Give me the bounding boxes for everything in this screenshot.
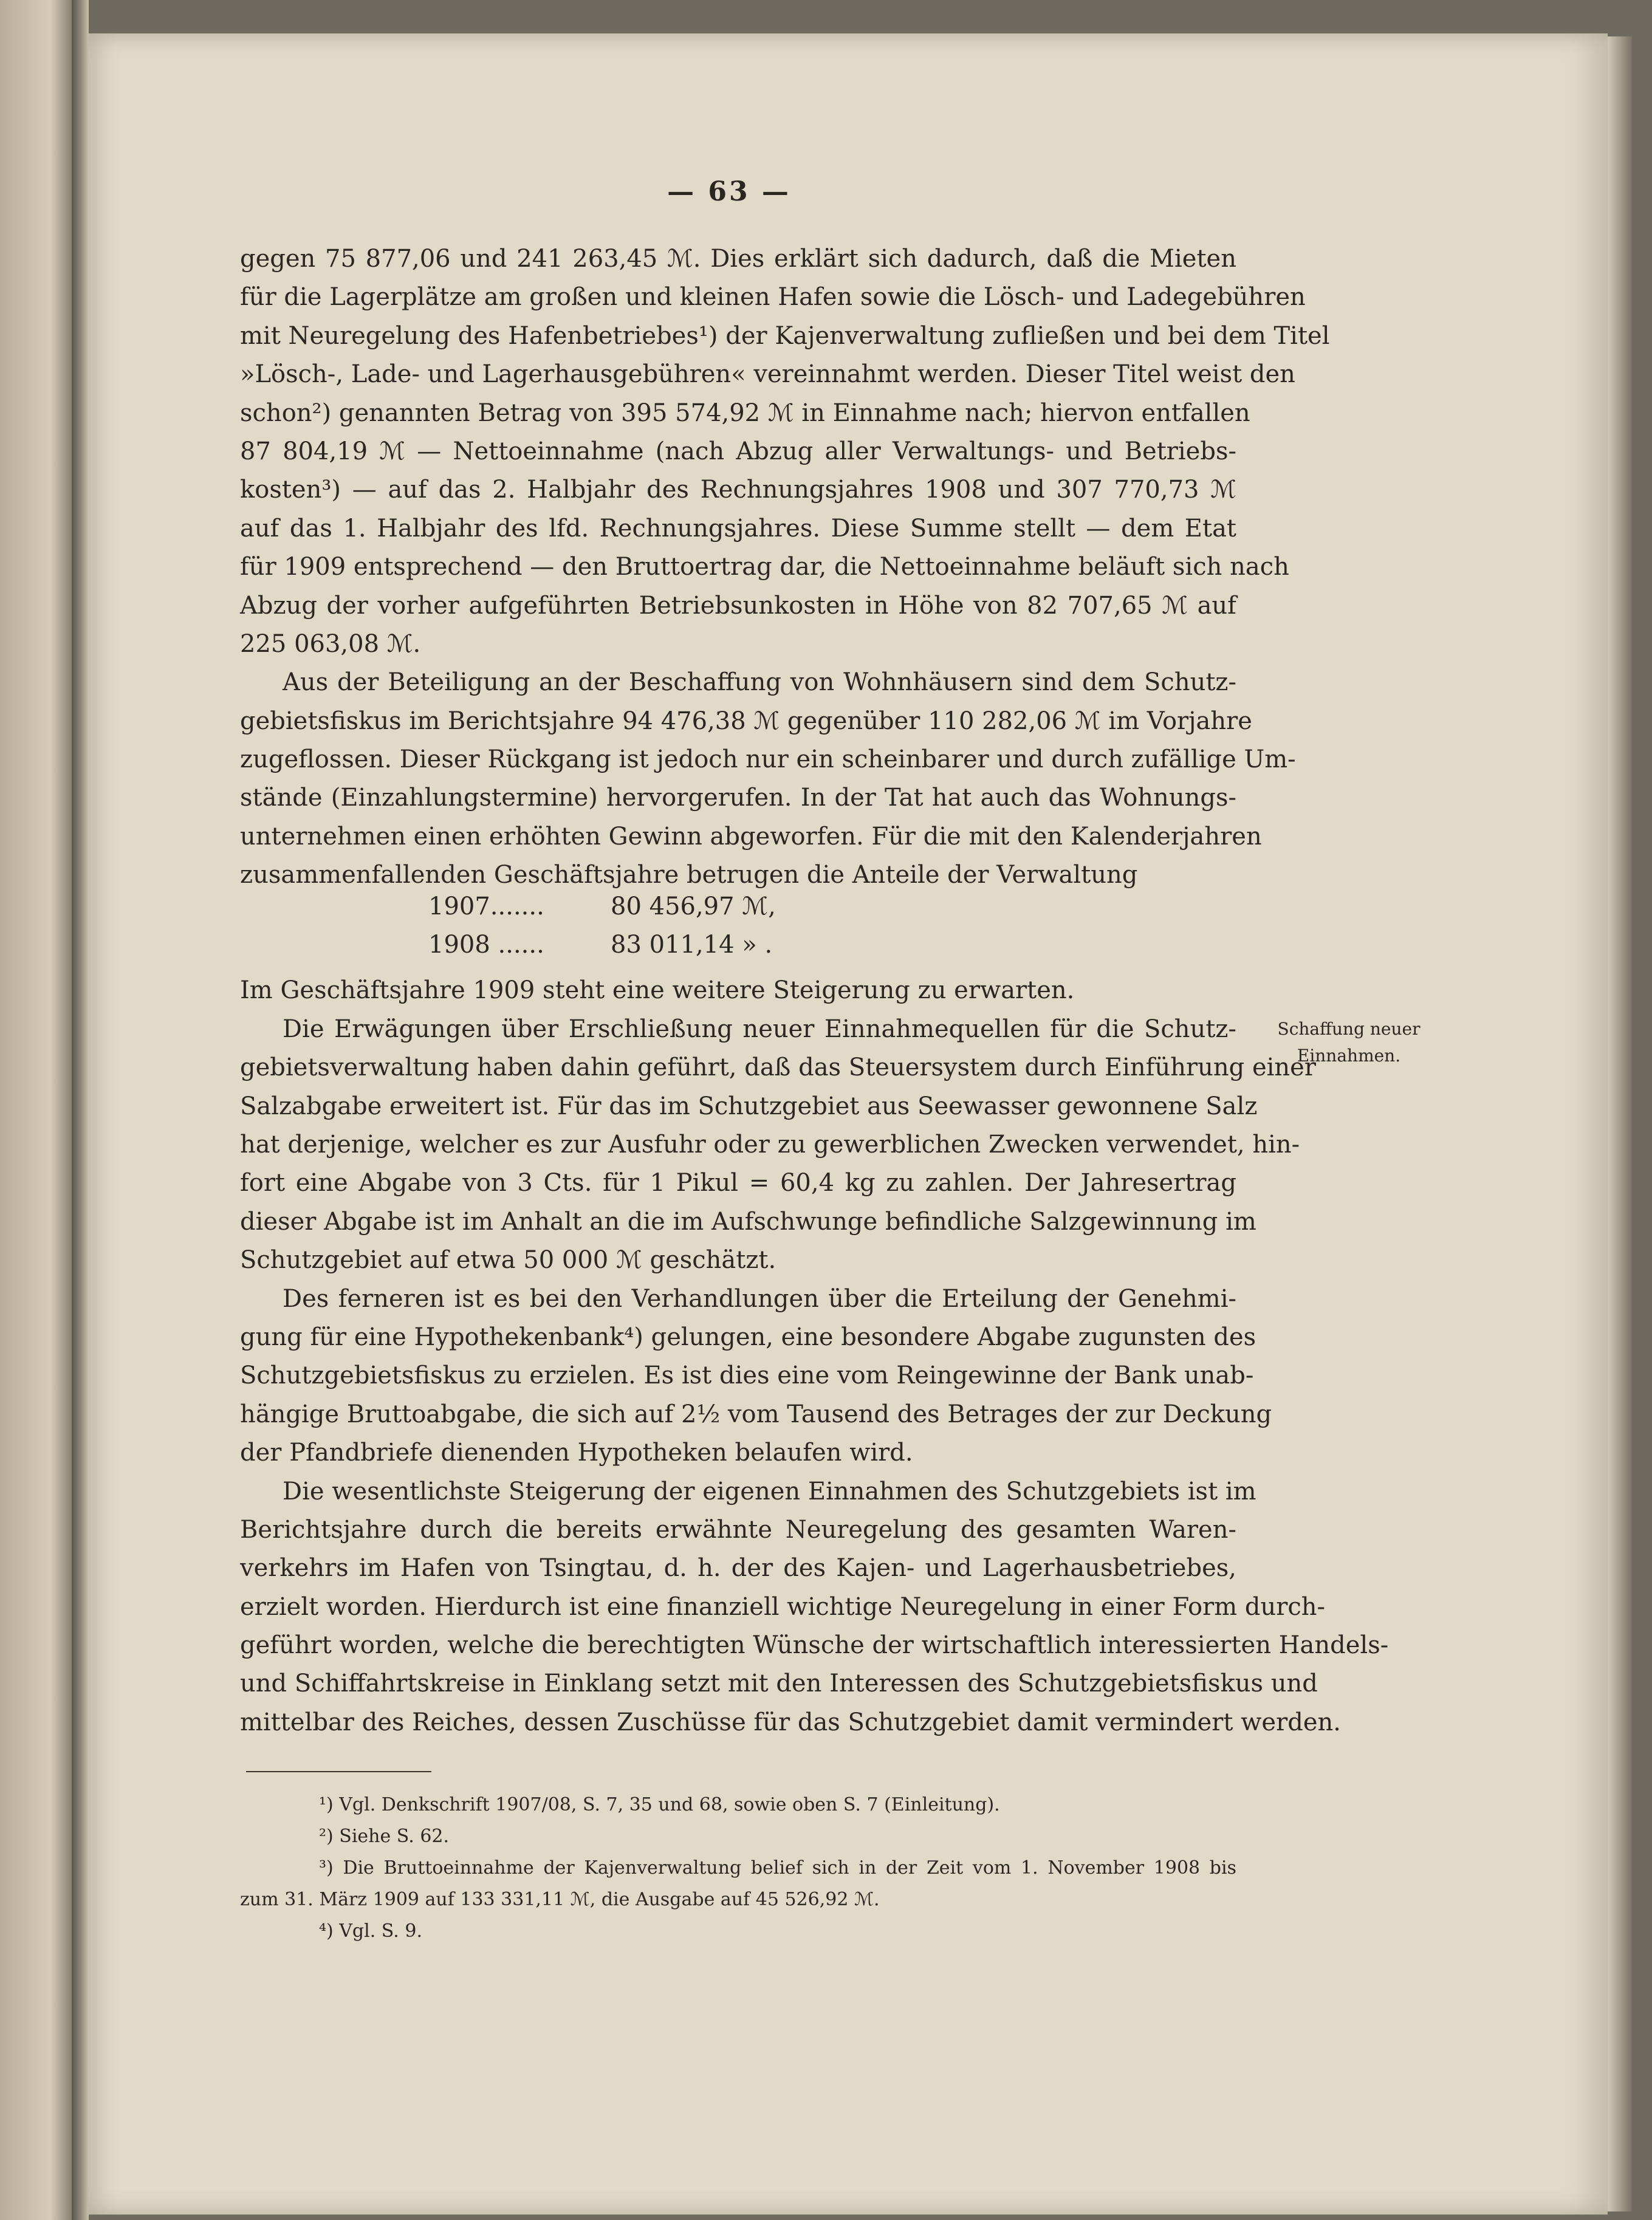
text-line: kosten³) — auf das 2. Halbjahr des Rechnungsjahres 1908 und 307 770,73 ℳ: [240, 476, 1236, 504]
text-line: fort eine Abgabe von 3 Cts. für 1 Pikul = 60,4 kg zu zahlen. Der Jahresertrag: [240, 1169, 1236, 1197]
text-line: hat derjenige, welcher es zur Ausfuhr oder zu gewerblichen Zwecken verwendet, hin-: [240, 1130, 1300, 1159]
facing-page-edge: [0, 0, 72, 2220]
table-amount: 80 456,97 ℳ,: [611, 892, 776, 920]
text-line: Die Erwägungen über Erschließung neuer Einnahmequellen für die Schutz-: [283, 1015, 1236, 1043]
text-line: verkehrs im Hafen von Tsingtau, d. h. der des Kajen- und Lagerhausbetriebes,: [240, 1554, 1236, 1583]
text-line: Berichtsjahre durch die bereits erwähnte Neuregelung des gesamten Waren-: [240, 1515, 1236, 1544]
table-amount: 83 011,14 » .: [611, 931, 773, 959]
text-line: zusammenfallenden Geschäftsjahre betrugen die Anteile der Verwaltung: [240, 861, 1138, 889]
page-number: — 63 —: [667, 176, 791, 207]
text-line: gung für eine Hypothekenbank⁴) gelungen, eine besondere Abgabe zugunsten des: [240, 1323, 1256, 1351]
table-row: [428, 931, 772, 959]
text-line: Aus der Beteiligung an der Beschaffung von Wohnhäusern sind dem Schutz-: [283, 668, 1236, 697]
text-line: auf das 1. Halbjahr des lfd. Rechnungsjahres. Diese Summe stellt — dem Etat: [240, 514, 1236, 543]
text-line: dieser Abgabe ist im Anhalt an die im Aufschwunge befindliche Salzgewinnung im: [240, 1207, 1256, 1236]
text-line: mit Neuregelung des Hafenbetriebes¹) der Kajenverwaltung zufließen und bei dem Titel: [240, 321, 1330, 350]
text-line: Schutzgebiet auf etwa 50 000 ℳ geschätzt.: [240, 1246, 776, 1275]
text-line: erzielt worden. Hierdurch ist eine finanziell wichtige Neuregelung in einer Form durch-: [240, 1592, 1326, 1621]
text-line: stände (Einzahlungstermine) hervorgerufen. In der Tat hat auch das Wohnungs-: [240, 784, 1236, 812]
text-line: Salzabgabe erweitert ist. Für das im Schutzgebiet aus Seewasser gewonnene Salz: [240, 1092, 1258, 1120]
text-line: mittelbar des Reiches, dessen Zuschüsse für das Schutzgebiet damit vermindert werden.: [240, 1708, 1341, 1736]
margin-note-line: Einnahmen.: [1297, 1046, 1401, 1066]
table-year: 1908 ......: [428, 931, 544, 959]
text-line: Des ferneren ist es bei den Verhandlungen über die Erteilung der Genehmi-: [283, 1284, 1236, 1313]
table-row: [428, 892, 776, 920]
text-line: »Lösch-, Lade- und Lagerhausgebühren« vereinnahmt werden. Dieser Titel weist den: [240, 360, 1295, 389]
footnote: ³) Die Bruttoeinnahme der Kajenverwaltung belief sich in der Zeit vom 1. November 1908 bis: [319, 1857, 1236, 1879]
footnotes: [240, 1789, 1236, 1947]
text-line: Schutzgebietsfiskus zu erzielen. Es ist dies eine vom Reingewinne der Bank unab-: [240, 1362, 1254, 1390]
text-line: Abzug der vorher aufgeführten Betriebsunkosten in Höhe von 82 707,65 ℳ auf: [240, 591, 1236, 620]
text-line: 87 804,19 ℳ — Nettoeinnahme (nach Abzug aller Verwaltungs- und Betriebs-: [240, 437, 1236, 465]
text-line: für 1909 entsprechend — den Bruttoertrag dar, die Nettoeinnahme beläuft sich nach: [240, 553, 1289, 581]
text-line: hängige Bruttoabgabe, die sich auf 2½ vom Tausend des Betrages der zur Deckung: [240, 1400, 1272, 1428]
text-line: geführt worden, welche die berechtigten Wünsche der wirtschaftlich interessierten Handels-: [240, 1631, 1389, 1660]
text-line: unternehmen einen erhöhten Gewinn abgeworfen. Für die mit den Kalenderjahren: [240, 822, 1262, 851]
text-line: der Pfandbriefe dienenden Hypotheken belaufen wird.: [240, 1439, 913, 1467]
footnote: ⁴) Vgl. S. 9.: [319, 1920, 422, 1942]
text-line: zugeflossen. Dieser Rückgang ist jedoch nur ein scheinbarer und durch zufällige Um-: [240, 745, 1296, 774]
footnote: ¹) Vgl. Denkschrift 1907/08, S. 7, 35 und 68, sowie oben S. 7 (Einleitung).: [319, 1794, 1000, 1815]
text-line: und Schiffahrtskreise in Einklang setzt mit den Interessen des Schutzgebietsfiskus und: [240, 1670, 1318, 1698]
page-stack-edge: [1608, 36, 1632, 2211]
table-year: 1907.......: [428, 892, 544, 920]
text-line: Im Geschäftsjahre 1909 steht eine weitere Steigerung zu erwarten.: [240, 976, 1075, 1005]
text-line: gebietsfiskus im Berichtsjahre 94 476,38 ℳ gegenüber 110 282,06 ℳ im Vorjahre: [240, 707, 1252, 735]
book-gutter: [72, 0, 89, 2220]
footnote-rule: [246, 1771, 431, 1772]
text-line: Die wesentlichste Steigerung der eigenen Einnahmen des Schutzgebiets ist im: [283, 1477, 1256, 1506]
text-line: für die Lagerplätze am großen und kleinen Hafen sowie die Lösch- und Ladegebühren: [240, 283, 1306, 312]
footnote: zum 31. März 1909 auf 133 331,11 ℳ, die Ausgabe auf 45 526,92 ℳ.: [240, 1889, 880, 1910]
text-line: 225 063,08 ℳ.: [240, 629, 421, 658]
text-line: schon²) genannten Betrag von 395 574,92 ℳ in Einnahme nach; hiervon entfallen: [240, 399, 1250, 427]
margin-note-line: Schaffung neuer: [1277, 1019, 1421, 1039]
text-line: gebietsverwaltung haben dahin geführt, daß das Steuersystem durch Einführung einer: [240, 1053, 1316, 1082]
text-line: gegen 75 877,06 und 241 263,45 ℳ. Dies erklärt sich dadurch, daß die Mieten: [240, 245, 1236, 273]
margin-note: [1264, 1016, 1434, 1069]
footnote: ²) Siehe S. 62.: [319, 1826, 450, 1847]
